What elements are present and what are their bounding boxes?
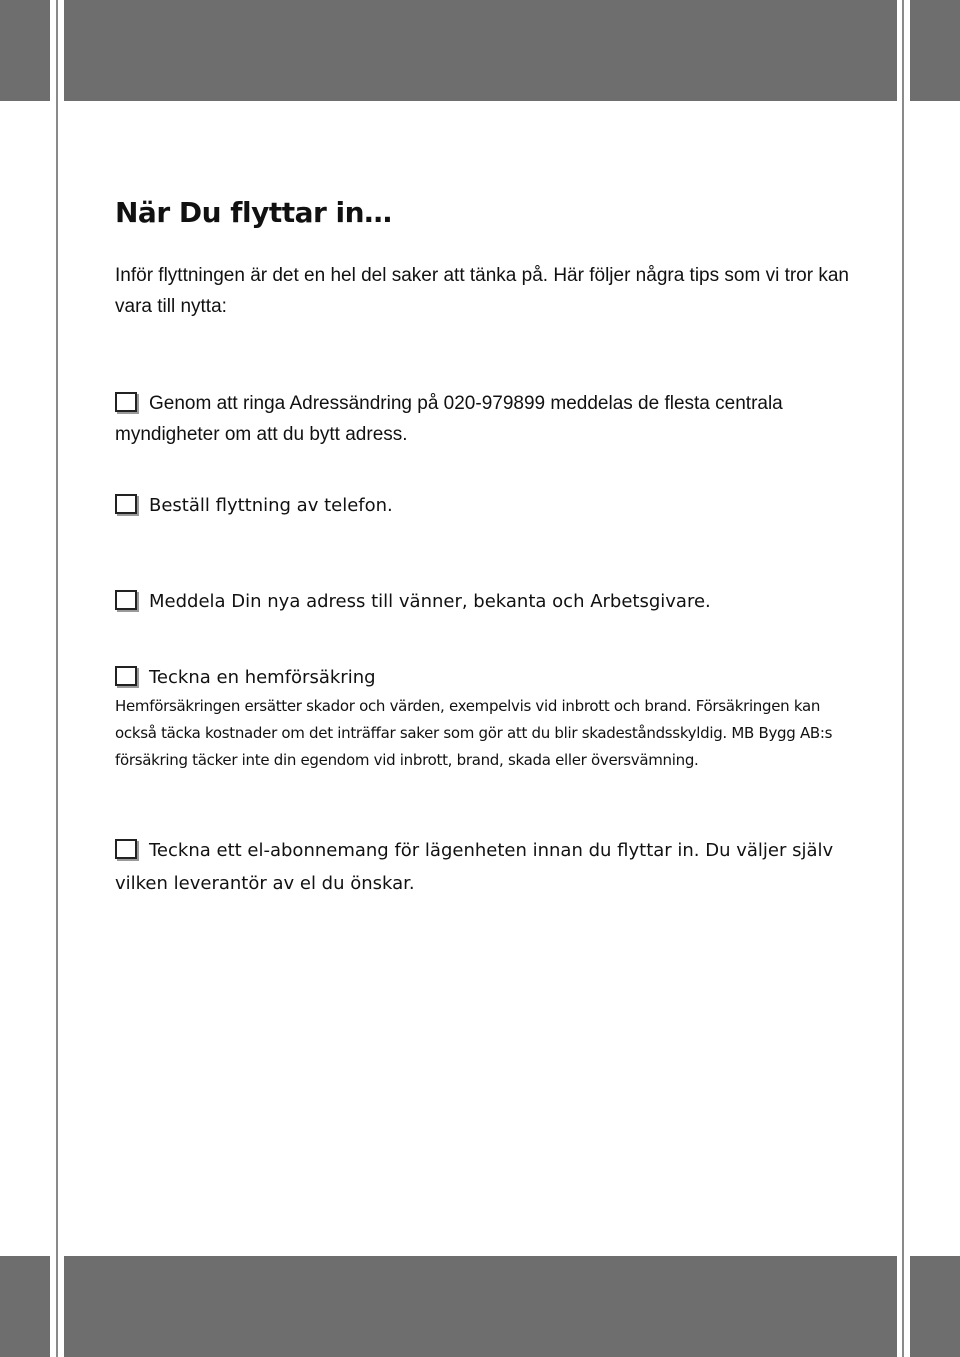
- insurance-detail: Hemförsäkringen ersätter skador och värden, exempelvis vid inbrott och brand. Försäkringen kan också täcka kostnader om det inträffar saker som gör att du blir skadeståndsskyldig. MB Bygg AB:s försäkring täcker inte din egendom vid inbrott, brand, skada eller översvämning.: [115, 697, 833, 769]
- checklist-item-address: [115, 388, 855, 450]
- item-text: Teckna ett el-abonnemang för lägenheten innan du flyttar in. Du väljer själv vilken leverantör av el du önskar.: [115, 840, 834, 894]
- checkbox-icon[interactable]: [115, 392, 137, 412]
- item-text: Beställ flyttning av telefon.: [149, 495, 393, 516]
- item-text: Teckna en hemförsäkring: [149, 667, 376, 688]
- checkbox-icon[interactable]: [115, 494, 137, 514]
- intro-text: Inför flyttningen är det en hel del saker att tänka på. Här följer några tips som vi tror kan vara till nytta:: [115, 265, 849, 317]
- checkbox-icon[interactable]: [115, 590, 137, 610]
- checklist-item-insurance: [115, 662, 855, 774]
- checkbox-icon[interactable]: [115, 666, 137, 686]
- item-heading: [115, 662, 855, 693]
- checklist-item-phone: [115, 490, 855, 521]
- item-text: Meddela Din nya adress till vänner, bekanta och Arbetsgivare.: [149, 591, 711, 612]
- frame-line-right: [902, 0, 904, 1357]
- frame-top-right: [910, 0, 960, 101]
- frame-top-center: [64, 0, 897, 101]
- frame-top-left: [0, 0, 50, 101]
- item-text: Genom att ringa Adressändring på 020-979899 meddelas de flesta centrala myndigheter om att du bytt adress.: [115, 393, 783, 445]
- frame-bottom-right: [910, 1256, 960, 1357]
- checkbox-icon[interactable]: [115, 839, 137, 859]
- frame-line-left: [56, 0, 58, 1357]
- page-title: När Du flyttar in…: [115, 196, 392, 229]
- frame-bottom-left: [0, 1256, 50, 1357]
- checklist-item-electricity: [115, 834, 855, 900]
- checklist-item-notify: [115, 586, 855, 617]
- frame-bottom-center: [64, 1256, 897, 1357]
